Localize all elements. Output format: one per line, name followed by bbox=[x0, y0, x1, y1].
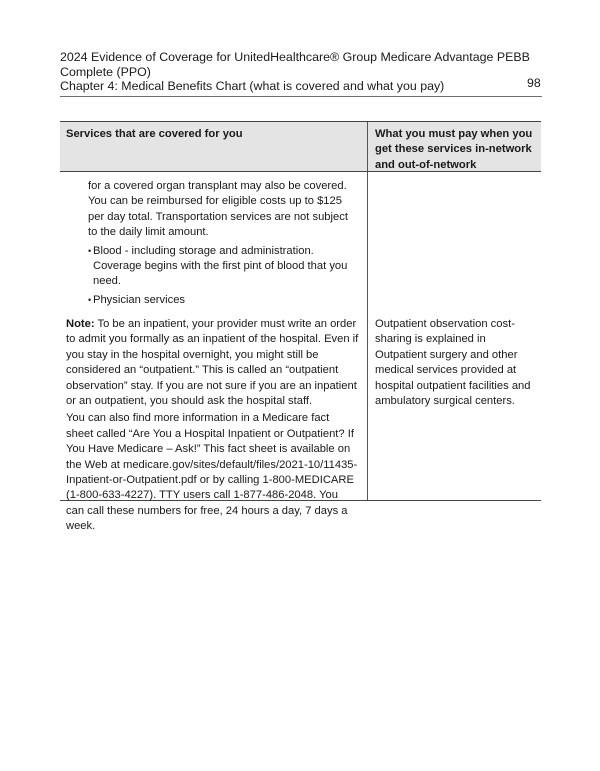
services-cell bbox=[60, 302, 368, 533]
benefits-table bbox=[60, 121, 541, 533]
table-header-row bbox=[60, 121, 541, 172]
observation-cost-text: Outpatient observation cost-sharing is explained in Outpatient surgery and other medical services provided at hospital outpatient facilities and ambulatory surgical centers. bbox=[375, 318, 531, 408]
header-divider bbox=[60, 96, 542, 97]
note-text: To be an inpatient, your provider must write an order to admit you formally as an inpatient of the hospital. Even if you stay in the hospital overnight, you might still be considered an “outpatient.” This is called an “outpatient observation” stay. If you are not sure if you are an inpatient or an outpatient, you should ask the hospital staff. bbox=[66, 318, 359, 408]
inpatient-note bbox=[66, 317, 359, 409]
cost-cell bbox=[368, 172, 541, 302]
bullet-text-physician: Physician services bbox=[93, 293, 186, 306]
page-number: 98 bbox=[527, 76, 541, 90]
bullet-icon: • bbox=[88, 294, 92, 305]
column-header-cost: What you must pay when you get these services in-network and out-of-network bbox=[375, 128, 533, 171]
services-cell bbox=[60, 172, 368, 306]
transplant-travel-text: for a covered organ transplant may also be covered. You can be reimbursed for eligible costs up to $125 per day total. Transportation services are not subject to the daily limit amount. bbox=[88, 180, 348, 239]
list-item bbox=[88, 244, 359, 290]
chapter-title: Chapter 4: Medical Benefits Chart (what is covered and what you pay) bbox=[60, 79, 445, 93]
document-title: 2024 Evidence of Coverage for UnitedHealthcare® Group Medicare Advantage PEBB Complete (PPO) bbox=[60, 50, 530, 79]
bullet-icon: • bbox=[88, 245, 92, 256]
page-header bbox=[60, 50, 542, 94]
fact-sheet-info: You can also find more information in a Medicare fact sheet called “Are You a Hospital Inpatient or Outpatient? If You Have Medicare – Ask!” This fact sheet is available on the Web at medicare.gov/sites/default/files/2021-10/11435-Inpatient-or-Outpatient.pdf or by calling 1-800-MEDICARE (1-800-633-4227). TTY users call 1-877-486-2048. You can call these numbers for free, 24 hours a day, 7 days a week. bbox=[66, 412, 358, 533]
table-row bbox=[60, 172, 541, 306]
bullet-text-blood: Blood - including storage and administration. Coverage begins with the first pint of blood that you need. bbox=[93, 244, 348, 288]
note-label: Note: bbox=[66, 318, 95, 330]
cost-cell bbox=[368, 302, 541, 500]
column-header-services: Services that are covered for you bbox=[60, 122, 368, 171]
table-row bbox=[60, 302, 541, 533]
